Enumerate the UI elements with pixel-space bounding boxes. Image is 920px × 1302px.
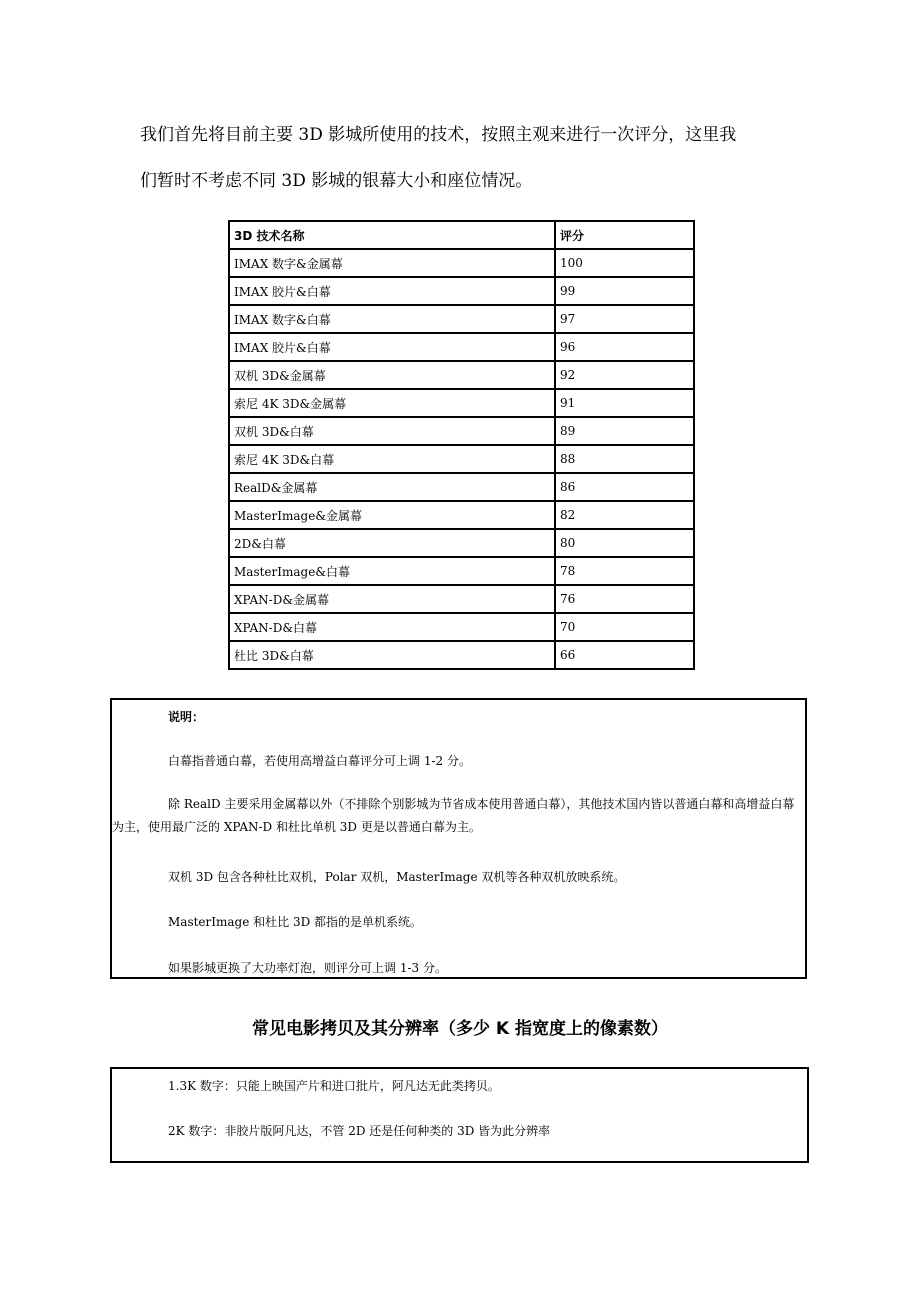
score-cell: 99	[555, 277, 694, 305]
section-title: 常见电影拷贝及其分辨率（多少 K 指宽度上的像素数）	[251, 1019, 668, 1039]
score-cell: 88	[555, 445, 694, 473]
table-header-row	[229, 221, 694, 249]
table-row	[229, 305, 694, 333]
tech-name-cell: 索尼 4K 3D&金属幕	[229, 389, 555, 417]
score-cell: 82	[555, 501, 694, 529]
table-row	[229, 529, 694, 557]
tech-name-cell: XPAN-D&白幕	[229, 613, 555, 641]
note-item: 除 RealD 主要采用金属幕以外（不排除个别影城为节省成本使用普通白幕），其他技术国内皆以普通白幕和高增益白幕为主，使用最广泛的 XPAN-D 和杜比单机 3D 更是以普通白幕为主。	[112, 797, 795, 834]
table-row	[229, 613, 694, 641]
copy-item: 1.3K 数字：只能上映国产片和进口批片，阿凡达无此类拷贝。	[168, 1079, 500, 1093]
tech-name-cell: MasterImage&金属幕	[229, 501, 555, 529]
note-item: 白幕指普通白幕，若使用高增益白幕评分可上调 1-2 分。	[168, 754, 471, 768]
tech-name-cell: MasterImage&白幕	[229, 557, 555, 585]
intro-line-1: 我们首先将目前主要 3D 影城所使用的技术，按照主观来进行一次评分，这里我	[140, 125, 737, 145]
header-score: 评分	[555, 221, 694, 249]
table-row	[229, 501, 694, 529]
score-cell: 97	[555, 305, 694, 333]
tech-name-cell: XPAN-D&金属幕	[229, 585, 555, 613]
score-cell: 78	[555, 557, 694, 585]
header-tech-name: 3D 技术名称	[229, 221, 555, 249]
score-cell: 86	[555, 473, 694, 501]
table-body	[229, 249, 694, 669]
tech-name-cell: IMAX 胶片&白幕	[229, 333, 555, 361]
score-cell: 80	[555, 529, 694, 557]
table-row	[229, 445, 694, 473]
ratings-table	[228, 220, 695, 670]
notes-box	[110, 698, 807, 979]
tech-name-cell: 双机 3D&白幕	[229, 417, 555, 445]
table-row	[229, 249, 694, 277]
table-row	[229, 641, 694, 669]
intro-line-2: 们暂时不考虑不同 3D 影城的银幕大小和座位情况。	[140, 171, 533, 191]
tech-name-cell: 双机 3D&金属幕	[229, 361, 555, 389]
table-row	[229, 361, 694, 389]
notes-title: 说明：	[168, 710, 205, 724]
table-row	[229, 417, 694, 445]
copies-box	[110, 1067, 809, 1163]
note-item: 如果影城更换了大功率灯泡，则评分可上调 1-3 分。	[168, 961, 447, 975]
score-cell: 96	[555, 333, 694, 361]
score-cell: 70	[555, 613, 694, 641]
score-cell: 66	[555, 641, 694, 669]
tech-name-cell: 杜比 3D&白幕	[229, 641, 555, 669]
score-cell: 92	[555, 361, 694, 389]
intro-paragraph	[140, 112, 800, 204]
table-row	[229, 585, 694, 613]
note-item: MasterImage 和杜比 3D 都指的是单机系统。	[168, 915, 423, 929]
tech-name-cell: RealD&金属幕	[229, 473, 555, 501]
score-cell: 91	[555, 389, 694, 417]
copy-item: 2K 数字：非胶片版阿凡达，不管 2D 还是任何种类的 3D 皆为此分辨率	[168, 1124, 551, 1138]
score-cell: 76	[555, 585, 694, 613]
table-row	[229, 389, 694, 417]
table-row	[229, 277, 694, 305]
table-row	[229, 557, 694, 585]
table-row	[229, 333, 694, 361]
tech-name-cell: IMAX 胶片&白幕	[229, 277, 555, 305]
note-item: 双机 3D 包含各种杜比双机，Polar 双机，MasterImage 双机等各种双机放映系统。	[168, 870, 626, 884]
tech-name-cell: 索尼 4K 3D&白幕	[229, 445, 555, 473]
tech-name-cell: IMAX 数字&白幕	[229, 305, 555, 333]
tech-name-cell: IMAX 数字&金属幕	[229, 249, 555, 277]
table-row	[229, 473, 694, 501]
score-cell: 100	[555, 249, 694, 277]
score-cell: 89	[555, 417, 694, 445]
tech-name-cell: 2D&白幕	[229, 529, 555, 557]
